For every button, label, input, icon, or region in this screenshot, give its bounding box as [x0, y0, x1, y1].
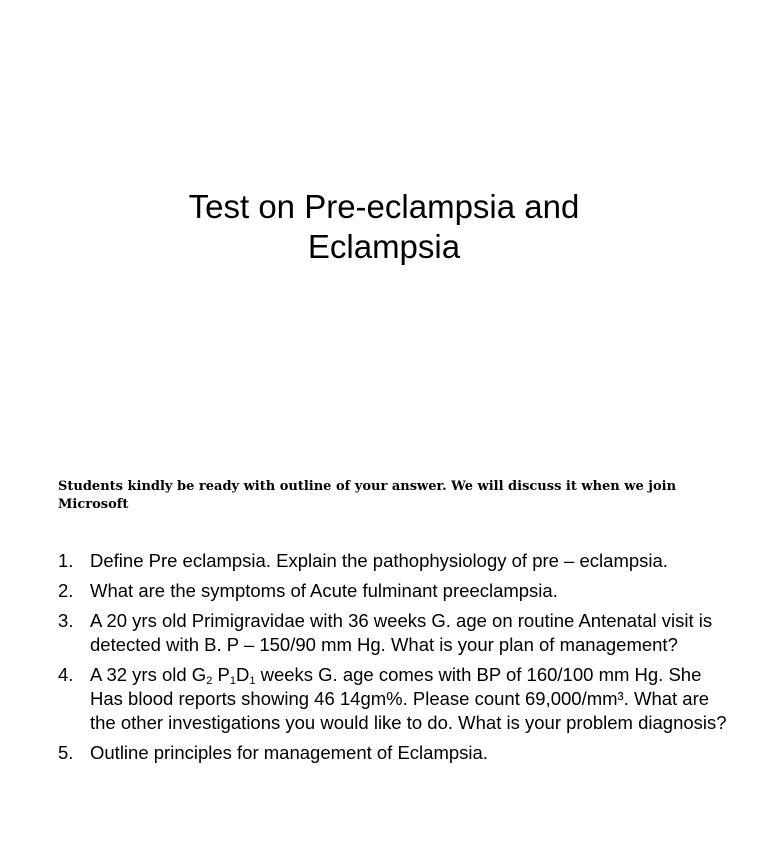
question-text: [90, 663, 738, 735]
question-text-d: D: [235, 664, 250, 685]
gravida-subscript: 2: [206, 675, 213, 687]
question-number: 5.: [58, 742, 74, 763]
question-item: [58, 579, 738, 603]
question-text-rest: weeks G. age comes with BP of 160/100 mm Hg. She Has blood reports showing 46 14gm%. Please count 69,000/mm³. What are the other investigations you would like to do. What is your problem diagnosis?: [90, 664, 727, 733]
slide-title-line-1: Test on Pre-eclampsia and: [188, 188, 580, 225]
slide-title: [0, 187, 768, 267]
question-text: What are the symptoms of Acute fulminant preeclampsia.: [90, 580, 558, 601]
question-item: [58, 549, 738, 573]
question-item: [58, 609, 738, 657]
question-text: Define Pre eclampsia. Explain the pathophysiology of pre – eclampsia.: [90, 550, 668, 571]
question-list: [58, 549, 738, 771]
d-subscript: 1: [249, 675, 256, 687]
question-text-lead: A 32 yrs old G: [90, 664, 207, 685]
question-text: Outline principles for management of Eclampsia.: [90, 742, 488, 763]
question-text: A 20 yrs old Primigravidae with 36 weeks G. age on routine Antenatal visit is detected with B. P – 150/90 mm Hg. What is your plan of management?: [90, 610, 713, 655]
instructions-notice: Students kindly be ready with outline of your answer. We will discuss it when we join Microsoft: [58, 479, 677, 512]
slide-title-line-2: Eclampsia: [307, 228, 461, 265]
question-number: 3.: [58, 610, 74, 631]
question-number: 1.: [58, 550, 74, 571]
question-item: [58, 663, 738, 735]
para-subscript: 1: [229, 675, 236, 687]
question-text-para: P: [212, 664, 230, 685]
question-number: 4.: [58, 664, 74, 685]
question-item: [58, 741, 738, 765]
question-number: 2.: [58, 580, 74, 601]
